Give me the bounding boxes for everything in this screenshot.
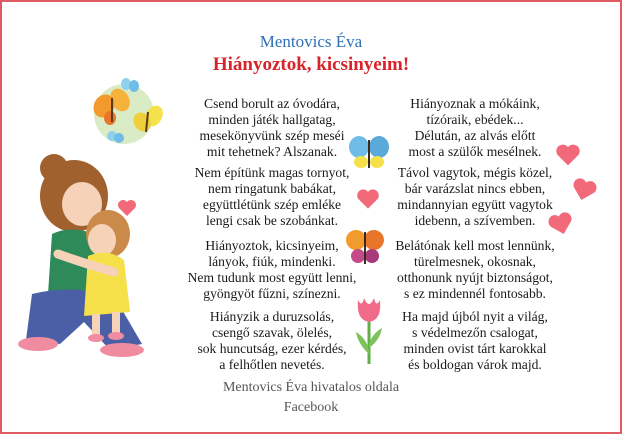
verse-line: Hiányoznak a mókáink, [410,96,540,111]
poem-title: Hiányoztok, kicsinyeim! [212,54,410,75]
heart-icon [117,199,137,217]
verse-line: Csend borult az óvodára, [204,96,340,111]
verse-line: türelmesnek, okosnak, [414,254,536,269]
verse-line: most a szülők mesélnek. [408,144,542,159]
verse-line: sok huncutság, ezer kérdés, [197,341,347,356]
tulip-icon [354,294,384,366]
verse-line: Nem építünk magas tornyot, [194,165,350,180]
verse-line: a felhőtlen nevetés. [219,357,325,372]
verse-line: mit tehetnek? Alszanak. [206,144,338,159]
verse-line: Belátónak kell most lennünk, [395,238,555,253]
heart-icon [548,212,574,236]
verse-line: tízóraik, ebédek... [426,112,524,127]
stanza-left-1 [182,96,362,160]
butterflies-icon [86,78,172,146]
verse-line: lányok, fiúk, mindenki. [208,254,336,269]
stanza-right-4 [382,309,568,373]
stanza-right-2 [382,165,568,229]
verse-line: Nem tudunk most együtt lenni, [187,270,357,285]
butterfly-icon [344,228,386,266]
verse-line: s védelmezőn csalogat, [412,325,538,340]
verse-line: bár varázslat nincs ebben, [404,181,546,196]
verse-line: csengő szavak, ölelés, [211,325,333,340]
verse-line: együttlétünk szép emléke [202,197,342,212]
heart-icon [571,178,597,202]
butterfly-icon [348,134,390,170]
verse-line: minden ovist tárt karokkal [403,341,547,356]
verse-line: otthonunk nyújt biztonságot, [397,270,553,285]
verse-line: Ha majd újból nyit a világ, [402,309,548,324]
verse-line: Hiányzik a duruzsolás, [209,309,335,324]
verse-line: minden játék hallgatag, [208,112,336,127]
heart-icon [555,143,581,167]
footer-source: Mentovics Éva hivatalos oldala [222,380,400,395]
footer-facebook: Facebook [283,400,339,415]
verse-line: Hiányoztok, kicsinyeim, [205,238,339,253]
verse-line: Délután, az alvás előtt [414,128,536,143]
verse-line: lengi csak be szobánkat. [205,213,339,228]
stanza-right-3 [382,238,568,302]
mother-child-illustration [12,144,162,364]
author-name: Mentovics Éva [259,32,363,51]
verse-line: mesekönyvünk szép meséi [199,128,345,143]
stanza-right-1 [382,96,568,160]
verse-line: és boldogan várok majd. [408,357,542,372]
verse-line: gyöngyöt fűzni, színezni. [203,286,341,301]
verse-line: idebenn, a szívemben. [414,213,536,228]
stanza-left-4 [182,309,362,373]
verse-line: s ez mindennél fontosabb. [404,286,546,301]
stanza-left-3 [182,238,362,302]
verse-line: mindannyian együtt vagytok [397,197,553,212]
verse-line: nem ringatunk babákat, [208,181,336,196]
verse-line: Távol vagytok, mégis közel, [397,165,553,180]
heart-icon [356,188,380,210]
stanza-left-2 [182,165,362,229]
